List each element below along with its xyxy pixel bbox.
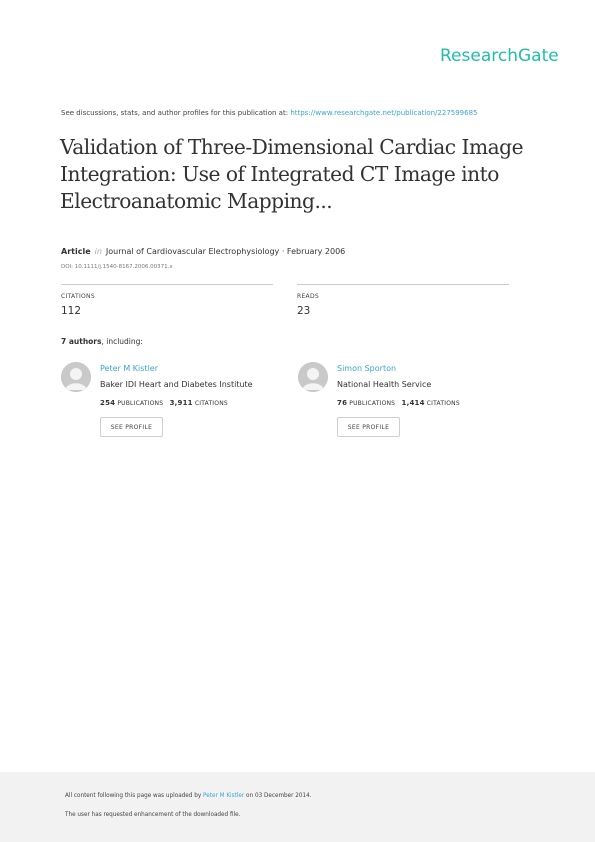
- intro-line: [61, 109, 478, 117]
- reads-value: 23: [297, 305, 311, 317]
- publication-url-link[interactable]: https://www.researchgate.net/publication/227599685: [290, 109, 478, 117]
- author-publications-count: 76: [337, 399, 348, 407]
- upload-notice: [65, 793, 312, 799]
- reads-stat: [297, 284, 509, 317]
- avatar-placeholder-icon[interactable]: [298, 362, 328, 392]
- citations-stat: [61, 284, 273, 317]
- intro-text: See discussions, stats, and author profiles for this publication at:: [61, 109, 291, 117]
- publication-title: Validation of Three-Dimensional Cardiac Image Integration: Use of Integrated CT Image into Electroanatomic Mapping...: [60, 135, 524, 213]
- citations-value: 112: [61, 305, 82, 317]
- author-card: [61, 362, 281, 442]
- authors-suffix: , including:: [101, 337, 143, 346]
- author-name-link[interactable]: Peter M Kistler: [100, 364, 159, 373]
- avatar-placeholder-icon[interactable]: [61, 362, 91, 392]
- doi: DOI: 10.1111/j.1540-8167.2006.00371.x: [61, 264, 173, 270]
- upload-suffix: on 03 December 2014.: [244, 793, 312, 799]
- researchgate-logo[interactable]: ResearchGate: [440, 46, 559, 66]
- reads-label: READS: [297, 293, 319, 300]
- authors-count: 7 authors: [61, 337, 102, 346]
- author-citations-count: 1,414: [401, 399, 425, 407]
- author-institution: National Health Service: [337, 380, 432, 389]
- uploader-link[interactable]: Peter M Kistler: [203, 793, 245, 799]
- author-publications-label: PUBLICATIONS: [117, 400, 164, 407]
- author-name-link[interactable]: Simon Sporton: [337, 364, 397, 373]
- see-profile-button[interactable]: SEE PROFILE: [100, 417, 163, 437]
- upload-prefix: All content following this page was uploaded by: [65, 793, 203, 799]
- author-institution: Baker IDI Heart and Diabetes Institute: [100, 380, 253, 389]
- author-citations-label: CITATIONS: [426, 400, 460, 407]
- publication-type: Article: [61, 247, 91, 256]
- author-publications-count: 254: [100, 399, 116, 407]
- author-citations-count: 3,911: [169, 399, 193, 407]
- author-citations-label: CITATIONS: [194, 400, 228, 407]
- publication-meta: [61, 247, 345, 256]
- author-card: [298, 362, 518, 442]
- see-profile-button[interactable]: SEE PROFILE: [337, 417, 400, 437]
- author-publications-label: PUBLICATIONS: [349, 400, 396, 407]
- citations-label: CITATIONS: [61, 293, 95, 300]
- author-stats: [337, 399, 460, 407]
- publication-in: in: [94, 247, 102, 256]
- footer: [0, 772, 595, 842]
- publication-venue: Journal of Cardiovascular Electrophysiology · February 2006: [105, 247, 346, 256]
- author-stats: [100, 399, 228, 407]
- authors-heading: [61, 337, 143, 346]
- enhancement-notice: The user has requested enhancement of the downloaded file.: [65, 812, 241, 818]
